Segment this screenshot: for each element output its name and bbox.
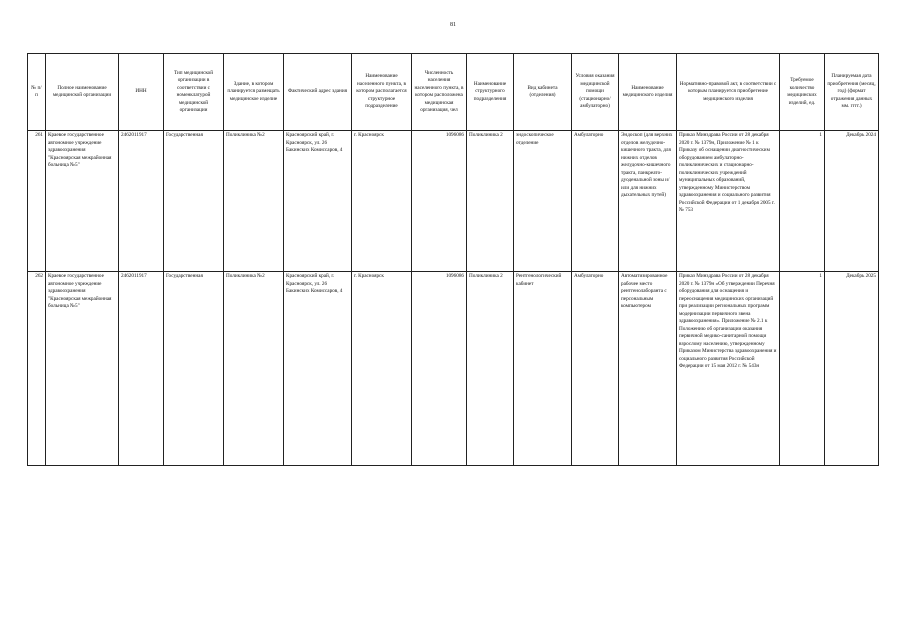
inn-cell: 2462011917: [119, 272, 164, 466]
division-cell: Поликлиника 2: [467, 131, 514, 272]
cabinet-cell: эндоскопическое отделение: [514, 131, 572, 272]
population-cell: 1096086: [412, 131, 467, 272]
header-cell: Требуемое количество медицинских изделий, ед.: [780, 54, 825, 131]
header-cell: Тип медицинской организации в соответствии с номенклатурой медицинской организации: [164, 54, 224, 131]
device-cell: Автоматизированное рабочее место рентгенолаборанта с персональным компьютером: [619, 272, 677, 466]
header-cell: Численность населения населенного пункта, в котором расположена медицинская организация, чел: [412, 54, 467, 131]
org-type-cell: Государственная: [164, 131, 224, 272]
table-row: [28, 272, 879, 466]
org-name-cell: Краевое государственное автономное учреждение здравоохранения "Красноярская межрайонная больница №5": [46, 272, 119, 466]
header-cell: Полное наименование медицинской организации: [46, 54, 119, 131]
header-cell: Планируемая дата приобретения (месяц, год) (формат отражения данных мм. гггг.): [825, 54, 879, 131]
header-cell: Здание, в котором планируется размещать медицинское изделие: [224, 54, 284, 131]
date-cell: Декабрь 2024: [825, 131, 879, 272]
building-cell: Поликлиника №2: [224, 131, 284, 272]
building-cell: Поликлиника №2: [224, 272, 284, 466]
header-cell: № п/п: [28, 54, 46, 131]
device-cell: Эндоскоп (для верхних отделов желудочно-кишечного тракта, для нижних отделов желудочно-кишечного тракта, панкреато-дуоденальной зоны и/или для нижних дыхательных путей): [619, 131, 677, 272]
division-cell: Поликлиника 2: [467, 272, 514, 466]
page-number: 81: [450, 22, 456, 28]
header-cell: Фактический адрес здания: [284, 54, 352, 131]
date-cell: Декабрь 2025: [825, 272, 879, 466]
address-cell: Красноярский край, г. Красноярск, ул. 26 Бакинских Комиссаров, 4: [284, 131, 352, 272]
population-cell: 1096086: [412, 272, 467, 466]
equipment-table: [27, 53, 879, 466]
address-cell: Красноярский край, г. Красноярск, ул. 26 Бакинских Комиссаров, 4: [284, 272, 352, 466]
conditions-cell: Амбулаторно: [572, 272, 619, 466]
settlement-cell: г. Красноярск: [352, 272, 412, 466]
quantity-cell: 1: [780, 131, 825, 272]
row-number-cell: 262: [28, 272, 46, 466]
header-cell: Наименование структурного подразделения: [467, 54, 514, 131]
legal-act-cell: Приказ Минздрава России от 28 декабря 2020 г. № 1379н, Приложение № 1 к Приказу об оснащении диагностическим оборудованием амбулаторно-поликлинических и стационарно-поликлинических учреждений муниципальных образований, утвержденному Министерством здравоохранения и социального развития Российской Федерации от 1 декабря 2005 г. № 753: [677, 131, 780, 272]
cabinet-cell: Рентгенологический кабинет: [514, 272, 572, 466]
header-cell: Условия оказания медицинской помощи (стационарно/ амбулаторно): [572, 54, 619, 131]
header-cell: Вид кабинета (отделения): [514, 54, 572, 131]
header-cell: Наименование медицинского изделия: [619, 54, 677, 131]
quantity-cell: 1: [780, 272, 825, 466]
header-cell: ИНН: [119, 54, 164, 131]
org-type-cell: Государственная: [164, 272, 224, 466]
table-row: [28, 131, 879, 272]
inn-cell: 2462011917: [119, 131, 164, 272]
table-header-row: [28, 54, 879, 131]
header-cell: Наименование населенного пункта, в котором располагается структурное подразделение: [352, 54, 412, 131]
legal-act-cell: Приказ Минздрава России от 28 декабря 2020 г. № 1379н «Об утверждении Перечня оборудования для оснащения и переоснащения медицинских организаций при реализации региональных программ модернизации первичного звена здравоохранения». Приложение № 2.1 к Положению об организации оказания первичной медико-санитарной помощи взрослому населению, утвержденному Приказом Министерства здравоохранения и социального развития Российской Федерации от 15 мая 2012 г. № 543н: [677, 272, 780, 466]
conditions-cell: Амбулаторно: [572, 131, 619, 272]
header-cell: Нормативно-правовой акт, в соответствии с которым планируется приобретение медицинского изделия: [677, 54, 780, 131]
org-name-cell: Краевое государственное автономное учреждение здравоохранения "Красноярская межрайонная больница №5": [46, 131, 119, 272]
settlement-cell: г. Красноярск: [352, 131, 412, 272]
row-number-cell: 261: [28, 131, 46, 272]
